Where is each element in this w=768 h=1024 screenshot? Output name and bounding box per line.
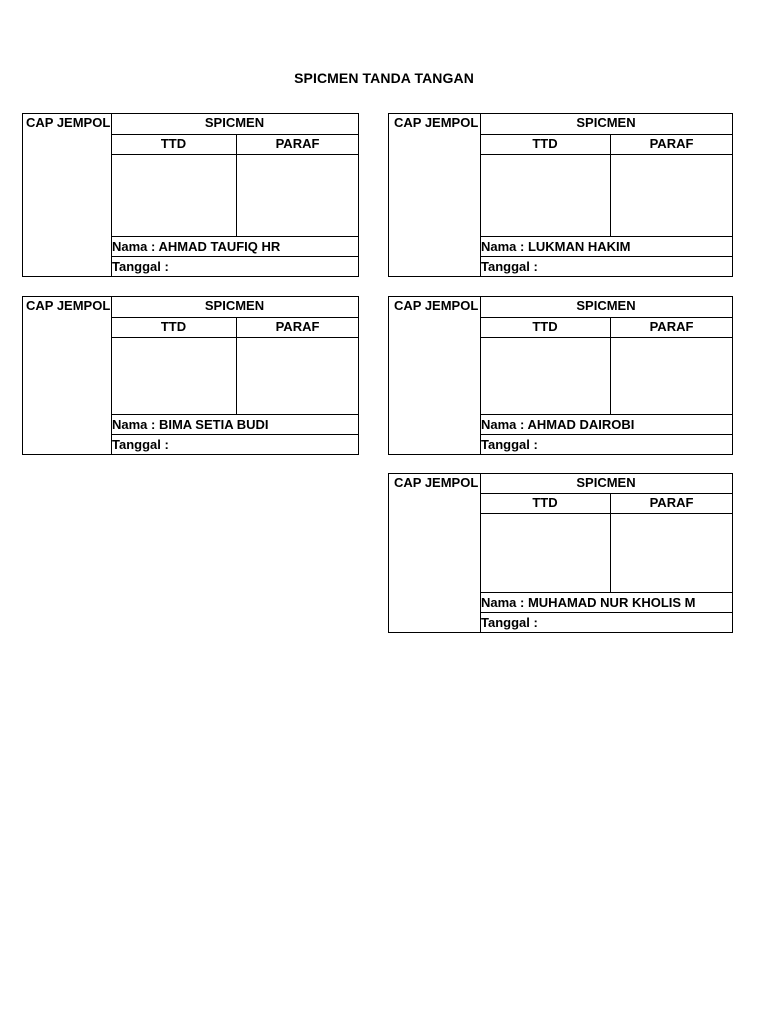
spicmen-header: SPICMEN (480, 297, 732, 318)
page-title: SPICMEN TANDA TANGAN (294, 70, 474, 86)
nama-field: Nama : AHMAD TAUFIQ HR (111, 237, 358, 257)
ttd-signature-box (480, 338, 611, 414)
tanggal-field: Tanggal : (481, 615, 538, 630)
spicmen-header: SPICMEN (111, 114, 358, 135)
ttd-label: TTD (111, 135, 237, 154)
nama-field: Nama : MUHAMAD NUR KHOLIS M (480, 593, 732, 613)
nama-field: Nama : LUKMAN HAKIM (480, 237, 732, 257)
ttd-signature-box (111, 338, 237, 414)
paraf-label: PARAF (649, 495, 694, 510)
ttd-paraf-header (480, 135, 732, 155)
specimen-card (388, 113, 733, 277)
paraf-label: PARAF (649, 319, 694, 334)
specimen-card (388, 296, 733, 455)
tanggal-field: Tanggal : (112, 437, 169, 452)
cap-jempol-label: CAP JEMPOL (26, 115, 111, 130)
ttd-label: TTD (480, 135, 611, 154)
signature-area (111, 338, 358, 415)
paraf-label: PARAF (275, 319, 320, 334)
ttd-label: TTD (480, 494, 611, 513)
paraf-signature-box (237, 338, 358, 414)
spicmen-header: SPICMEN (480, 114, 732, 135)
signature-area (480, 155, 732, 237)
cap-jempol-box (23, 114, 112, 276)
specimen-card (22, 296, 359, 455)
paraf-label: PARAF (275, 136, 320, 151)
cap-jempol-label: CAP JEMPOL (394, 475, 479, 490)
cap-jempol-box (23, 297, 112, 454)
paraf-label: PARAF (649, 136, 694, 151)
tanggal-field: Tanggal : (481, 259, 538, 274)
ttd-paraf-header (480, 318, 732, 338)
signature-area (111, 155, 358, 237)
paraf-signature-box (611, 155, 732, 236)
ttd-paraf-header (111, 135, 358, 155)
signature-area (480, 514, 732, 593)
tanggal-field: Tanggal : (112, 259, 169, 274)
ttd-signature-box (480, 514, 611, 592)
ttd-label: TTD (480, 318, 611, 337)
nama-field: Nama : BIMA SETIA BUDI (111, 415, 358, 435)
cap-jempol-label: CAP JEMPOL (394, 298, 479, 313)
specimen-card (388, 473, 733, 633)
signature-area (480, 338, 732, 415)
ttd-paraf-header (480, 494, 732, 514)
cap-jempol-box (389, 114, 481, 276)
spicmen-header: SPICMEN (111, 297, 358, 318)
cap-jempol-label: CAP JEMPOL (26, 298, 111, 313)
ttd-signature-box (111, 155, 237, 236)
spicmen-header: SPICMEN (480, 474, 732, 494)
ttd-paraf-header (111, 318, 358, 338)
cap-jempol-box (389, 297, 481, 454)
tanggal-field: Tanggal : (481, 437, 538, 452)
paraf-signature-box (611, 514, 732, 592)
cap-jempol-box (389, 474, 481, 632)
paraf-signature-box (611, 338, 732, 414)
nama-field: Nama : AHMAD DAIROBI (480, 415, 732, 435)
ttd-label: TTD (111, 318, 237, 337)
specimen-card (22, 113, 359, 277)
cap-jempol-label: CAP JEMPOL (394, 115, 479, 130)
ttd-signature-box (480, 155, 611, 236)
paraf-signature-box (237, 155, 358, 236)
